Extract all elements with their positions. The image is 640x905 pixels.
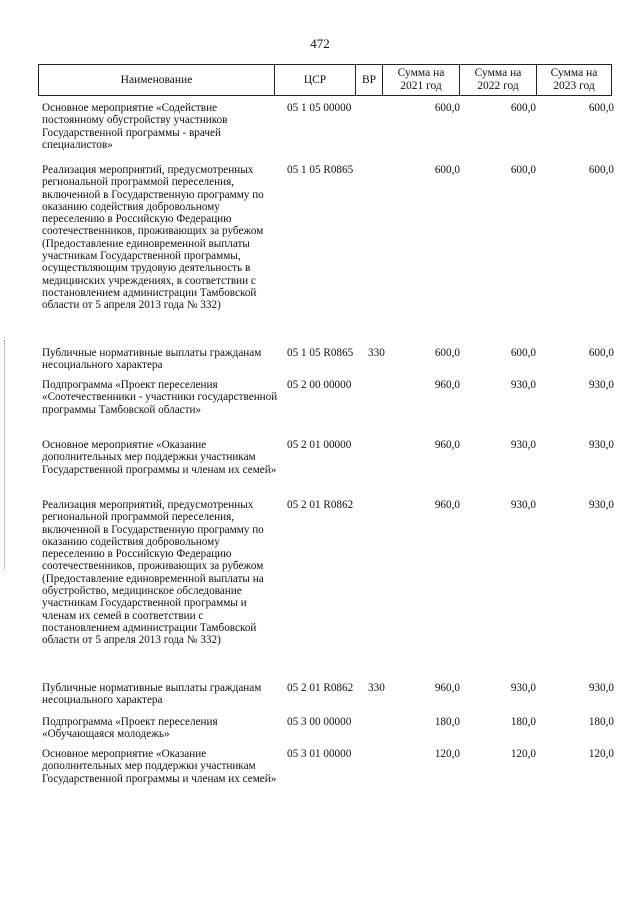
row-sum-2022: 930,0: [510, 439, 536, 451]
row-sum-2021: 600,0: [434, 102, 460, 114]
row-sum-2021: 960,0: [434, 682, 460, 694]
table-row: [0, 164, 640, 347]
table-body: [0, 102, 640, 808]
page-number: 472: [310, 36, 330, 51]
row-csr: 05 1 05 R0865: [287, 164, 354, 176]
row-vr: 330: [368, 682, 385, 694]
header-csr: ЦСР: [275, 65, 356, 96]
row-sum-2021: 960,0: [434, 439, 460, 451]
row-name: Публичные нормативные выплаты гражданам несоциального характера: [42, 347, 262, 372]
table-row: [0, 716, 640, 748]
row-sum-2021: 960,0: [434, 499, 460, 511]
row-sum-2023: 930,0: [588, 499, 614, 511]
row-vr: 330: [368, 347, 385, 359]
row-sum-2022: 600,0: [510, 164, 536, 176]
header-sum-2023: Сумма на 2023 год: [537, 65, 612, 96]
row-sum-2021: 600,0: [434, 164, 460, 176]
row-name: Основное мероприятие «Оказание дополнительных мер поддержки участникам Государственной программы и членам их семей»: [42, 439, 277, 476]
row-csr: 05 2 01 00000: [287, 439, 352, 451]
row-sum-2022: 600,0: [510, 102, 536, 114]
row-sum-2023: 600,0: [588, 102, 614, 114]
table-header: [38, 64, 612, 96]
row-csr: 05 3 00 00000: [287, 716, 352, 728]
row-csr: 05 1 05 R0865: [287, 347, 354, 359]
row-sum-2022: 930,0: [510, 682, 536, 694]
row-csr: 05 2 00 00000: [287, 379, 352, 391]
row-sum-2022: 600,0: [510, 347, 536, 359]
row-sum-2023: 600,0: [588, 164, 614, 176]
row-csr: 05 2 01 R0862: [287, 682, 354, 694]
row-name: Реализация мероприятий, предусмотренных региональной программой переселения, включенной в Государственную программу по оказанию содействия добровольному переселению в Российскую Федерацию соотечественников, проживающих за рубежом (Предоставление единовременной выплаты на обустройство, медицинское обследование участникам Государственной программы и членам их семей в соответствии с постановлением администрации Тамбовской области от 5 апреля 2013 года № 332): [42, 499, 264, 647]
row-sum-2023: 600,0: [588, 347, 614, 359]
row-sum-2021: 960,0: [434, 379, 460, 391]
row-sum-2021: 180,0: [434, 716, 460, 728]
row-sum-2022: 120,0: [510, 748, 536, 760]
table-row: [0, 439, 640, 499]
row-csr: 05 3 01 00000: [287, 748, 352, 760]
header-name: Наименование: [39, 65, 275, 96]
row-sum-2023: 930,0: [588, 439, 614, 451]
row-sum-2023: 930,0: [588, 682, 614, 694]
table-row: [0, 499, 640, 682]
row-sum-2023: 180,0: [588, 716, 614, 728]
row-name: Основное мероприятие «Содействие постоянному обустройству участников Государственной программы - врачей специалистов»: [42, 102, 228, 151]
header-vr: ВР: [356, 65, 383, 96]
row-sum-2023: 120,0: [588, 748, 614, 760]
row-sum-2022: 930,0: [510, 499, 536, 511]
row-name: Основное мероприятие «Оказание дополнительных мер поддержки участникам Государственной программы и членам их семей»: [42, 748, 277, 785]
row-sum-2021: 120,0: [434, 748, 460, 760]
row-sum-2022: 930,0: [510, 379, 536, 391]
table-row: [0, 379, 640, 439]
row-name: Реализация мероприятий, предусмотренных региональной программой переселения, включенной в Государственную программу по оказанию содействия добровольному переселению в Российскую Федерацию соотечественников, проживающих за рубежом (Предоставление единовременной выплаты участникам Государственной программы, осуществляющим трудовую деятельность в медицинских учреждениях, в соответствии с постановлением администрации Тамбовской области от 5 апреля 2013 года № 332): [42, 164, 264, 312]
table-row: [0, 347, 640, 379]
header-sum-2022: Сумма на 2022 год: [460, 65, 537, 96]
header-sum-2021: Сумма на 2021 год: [383, 65, 460, 96]
row-name: Подпрограмма «Проект переселения «Обучающаяся молодежь»: [42, 716, 218, 741]
row-csr: 05 2 01 R0862: [287, 499, 354, 511]
table-row: [0, 102, 640, 164]
table-row: [0, 682, 640, 716]
row-sum-2022: 180,0: [510, 716, 536, 728]
row-csr: 05 1 05 00000: [287, 102, 352, 114]
table-row: [0, 748, 640, 808]
row-sum-2023: 930,0: [588, 379, 614, 391]
row-name: Публичные нормативные выплаты гражданам несоциального характера: [42, 682, 262, 707]
row-name: Подпрограмма «Проект переселения «Соотечественники - участники государственной программы Тамбовской области»: [42, 379, 278, 416]
row-sum-2021: 600,0: [434, 347, 460, 359]
